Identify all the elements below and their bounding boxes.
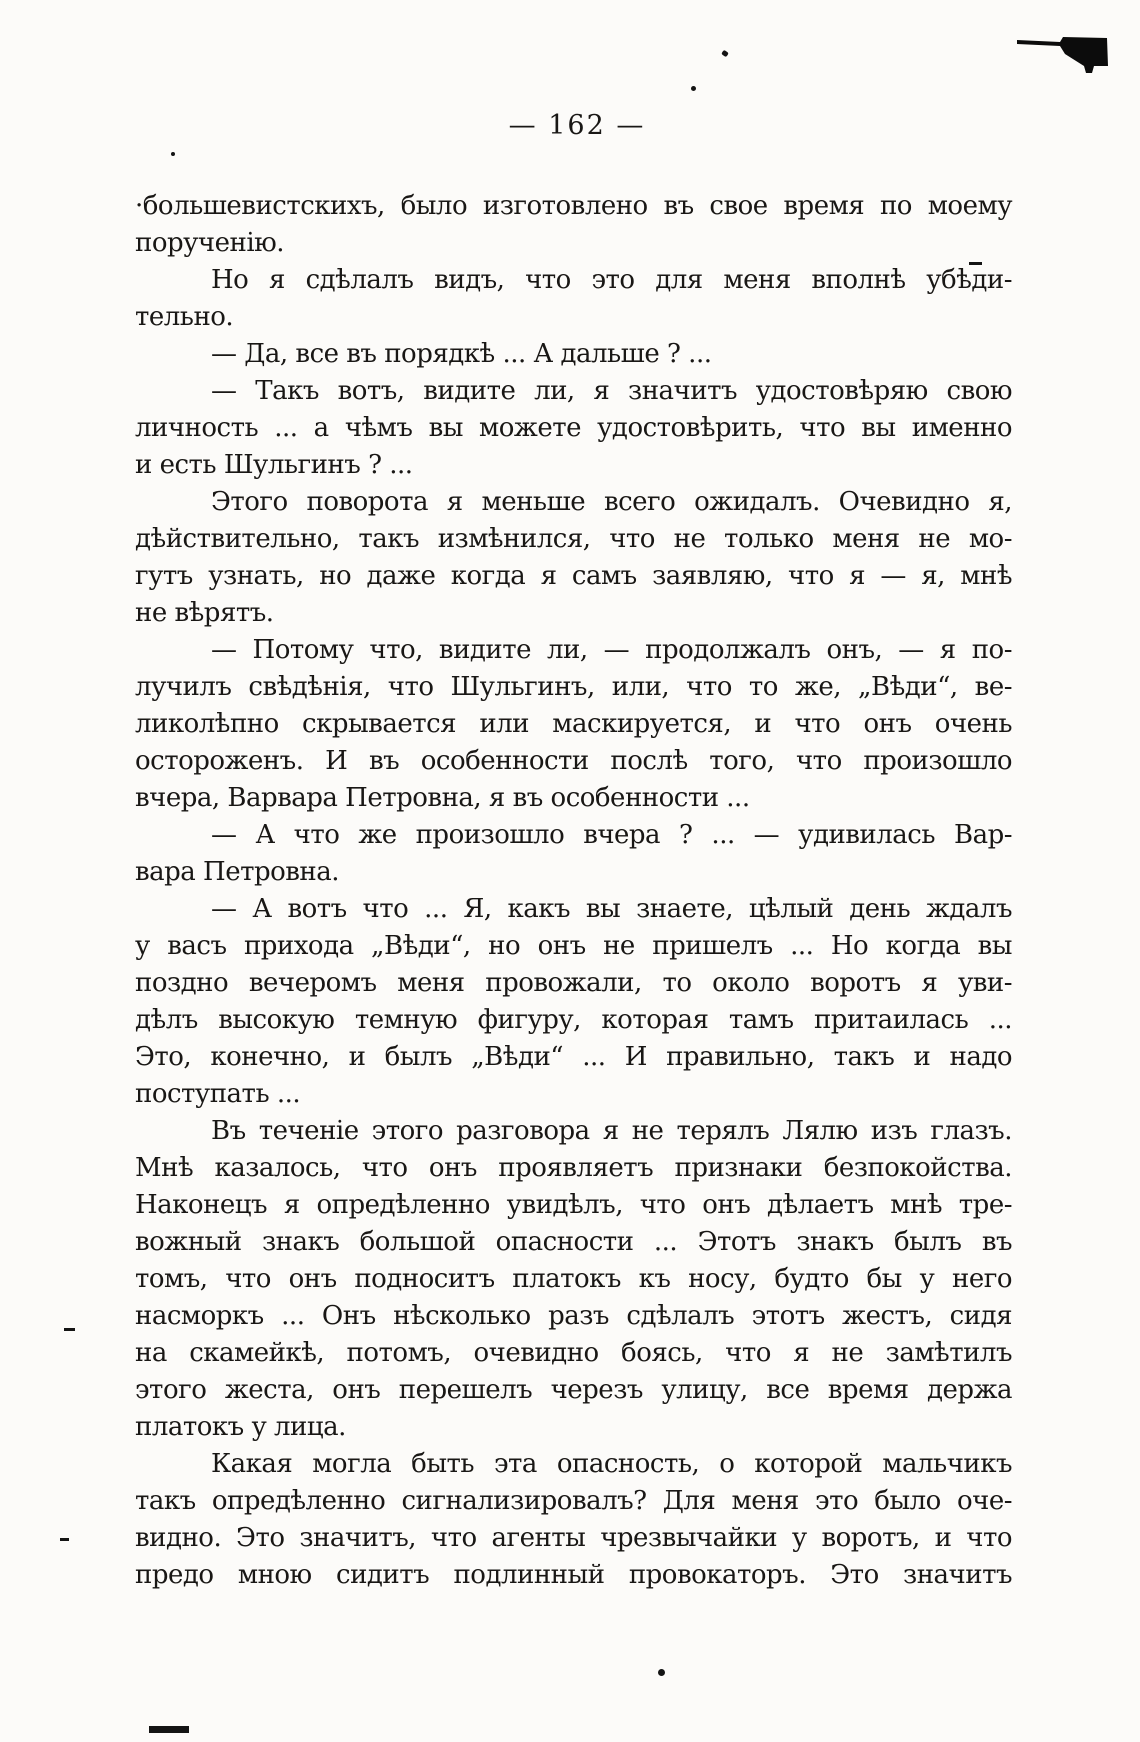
text-line: вожный знакъ большой опасности ... Этотъ знакъ былъ въ <box>135 1227 1012 1257</box>
text-line: — А вотъ что ... Я, какъ вы знаете, цѣлый день ждалъ <box>211 894 1012 924</box>
bottom-mark <box>149 1726 189 1733</box>
margin-mark <box>60 1538 69 1541</box>
text-line: — Да, все въ порядкѣ ... А дальше ? ... <box>211 339 712 369</box>
text-line: порученію. <box>135 228 285 258</box>
text-line: томъ, что онъ подноситъ платокъ къ носу, будто бы у него <box>135 1264 1012 1294</box>
text-line: Этого поворота я меньше всего ожидалъ. Очевидно я, <box>211 487 1012 517</box>
text-line: ·большевистскихъ, было изготовлено въ свое время по моему <box>135 191 1012 221</box>
text-line: насморкъ ... Онъ нѣсколько разъ сдѣлалъ этотъ жестъ, сидя <box>135 1301 1012 1331</box>
text-line: не вѣрятъ. <box>135 598 274 628</box>
text-line: поздно вечеромъ меня провожали, то около воротъ я уви- <box>135 968 1012 998</box>
text-line: платокъ у лица. <box>135 1412 346 1442</box>
text-line: гутъ узнать, но даже когда я самъ заявляю, что я — я, мнѣ <box>135 561 1012 591</box>
speck <box>171 152 175 156</box>
text-line: личность ... а чѣмъ вы можете удостовѣрить, что вы именно <box>135 413 1012 443</box>
text-line: видно. Это значитъ, что агенты чрезвычайки у воротъ, и что <box>135 1523 1012 1553</box>
text-line: тельно. <box>135 302 234 332</box>
text-line: такъ опредѣленно сигнализировалъ? Для меня это было оче- <box>135 1486 1012 1516</box>
text-line: дѣлъ высокую темную фигуру, которая тамъ притаилась ... <box>135 1005 1012 1035</box>
speck <box>691 86 696 91</box>
speck <box>658 1669 665 1676</box>
text-line: остороженъ. И въ особенности послѣ того, что произошло <box>135 746 1012 776</box>
text-line: вчера, Варвара Петровна, я въ особенности ... <box>135 783 750 813</box>
text-line: лучилъ свѣдѣнія, что Шульгинъ, или, что то же, „Вѣди“, ве- <box>135 672 1012 702</box>
page-text <box>135 188 1012 1594</box>
text-line: поступать ... <box>135 1079 301 1109</box>
text-line: Но я сдѣлалъ видъ, что это для меня вполнѣ убѣди- <box>211 265 1012 295</box>
text-line: вара Петровна. <box>135 857 340 887</box>
text-line: Мнѣ казалось, что онъ проявляетъ признаки безпокойства. <box>135 1153 1012 1183</box>
text-line: этого жеста, онъ перешелъ черезъ улицу, все время держа <box>135 1375 1012 1405</box>
page-number: — 162 — <box>508 110 646 141</box>
text-line: у васъ прихода „Вѣди“, но онъ не пришелъ ... Но когда вы <box>135 931 1012 961</box>
text-line: дѣйствительно, такъ измѣнился, что не только меня не мо- <box>135 524 1012 554</box>
speck <box>721 50 729 58</box>
text-line: предо мною сидитъ подлинный провокаторъ. Это значитъ <box>135 1560 1012 1590</box>
ink-blob <box>1005 30 1140 85</box>
text-line: и есть Шульгинъ ? ... <box>135 450 413 480</box>
text-line: Это, конечно, и былъ „Вѣди“ ... И правильно, такъ и надо <box>135 1042 1012 1072</box>
text-line: ликолѣпно скрывается или маскируется, и что онъ очень <box>135 709 1012 739</box>
text-line: — Такъ вотъ, видите ли, я значитъ удостовѣряю свою <box>211 376 1012 406</box>
margin-mark <box>64 1328 75 1331</box>
text-line: Въ теченіе этого разговора я не терялъ Лялю изъ глазъ. <box>211 1116 1012 1146</box>
text-line: на скамейкѣ, потомъ, очевидно боясь, что я не замѣтилъ <box>135 1338 1012 1368</box>
text-line: Какая могла быть эта опасность, о которой мальчикъ <box>211 1449 1012 1479</box>
text-line: — Потому что, видите ли, — продолжалъ онъ, — я по- <box>211 635 1012 665</box>
text-line: — А что же произошло вчера ? ... — удивилась Вар- <box>211 820 1012 850</box>
text-line: Наконецъ я опредѣленно увидѣлъ, что онъ дѣлаетъ мнѣ тре- <box>135 1190 1012 1220</box>
